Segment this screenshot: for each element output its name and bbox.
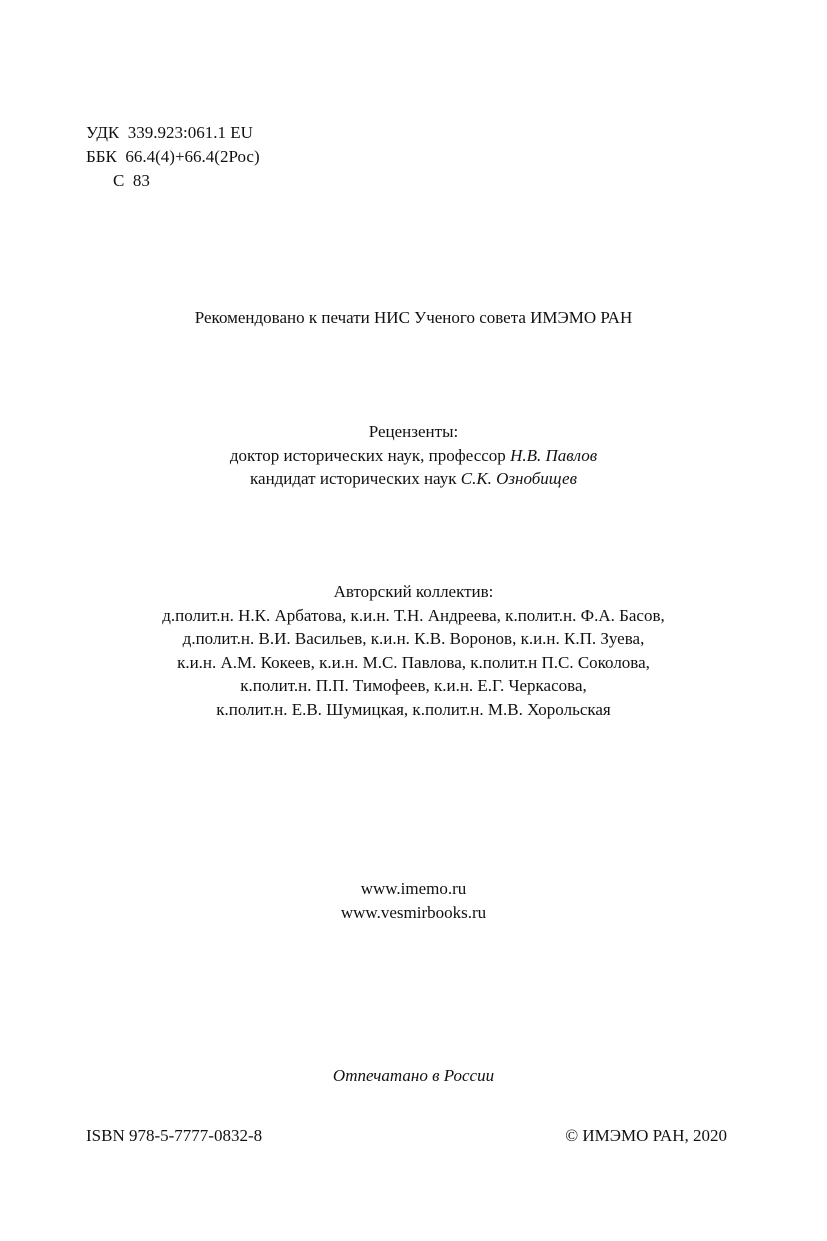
authors-line-3: к.и.н. А.М. Кокеев, к.и.н. М.С. Павлова, к.полит.н П.С. Соколова, bbox=[177, 652, 650, 672]
isbn-text: ISBN 978-5-7777-0832-8 bbox=[86, 1126, 263, 1145]
bbk-value: 66.4(4)+66.4(2Рос) bbox=[125, 147, 260, 166]
author-mark-row bbox=[86, 169, 260, 193]
reviewers-heading: Рецензенты: bbox=[368, 422, 459, 441]
udk-row bbox=[86, 121, 260, 145]
authors-line-1: д.полит.н. Н.К. Арбатова, к.и.н. Т.Н. Андреева, к.полит.н. Ф.А. Басов, bbox=[162, 605, 665, 625]
authors-block bbox=[0, 580, 827, 721]
bbk-row bbox=[86, 145, 260, 169]
author-mark-value: 83 bbox=[132, 171, 150, 190]
reviewer-2-name: С.К. Ознобищев bbox=[460, 469, 577, 488]
recommendation-text: Рекомендовано к печати НИС Ученого совета ИМЭМО РАН bbox=[194, 308, 633, 327]
udk-value: 339.923:061.1 EU bbox=[127, 123, 253, 142]
reviewer-1-title: доктор исторических наук, профессор bbox=[229, 445, 506, 465]
udk-label: УДК bbox=[86, 123, 120, 142]
copyright-text: © ИМЭМО РАН, 2020 bbox=[565, 1126, 727, 1145]
authors-line-4: к.полит.н. П.П. Тимофеев, к.и.н. Е.Г. Черкасова, bbox=[240, 676, 587, 695]
reviewers-block bbox=[0, 420, 827, 491]
authors-line-2: д.полит.н. В.И. Васильев, к.и.н. К.В. Воронов, к.и.н. К.П. Зуева, bbox=[182, 629, 645, 648]
reviewer-1-name: Н.В. Павлов bbox=[510, 445, 598, 465]
reviewer-2-title: кандидат исторических наук bbox=[250, 469, 457, 488]
reviewer-1 bbox=[0, 444, 827, 468]
classification-block bbox=[86, 121, 260, 193]
printed-in-text: Отпечатано в России bbox=[332, 1066, 495, 1085]
website-vesmirbooks: www.vesmirbooks.ru bbox=[340, 903, 487, 922]
website-imemo: www.imemo.ru bbox=[360, 879, 467, 898]
websites-block bbox=[0, 877, 827, 925]
authors-heading: Авторский коллектив: bbox=[333, 582, 494, 601]
reviewer-2 bbox=[0, 467, 827, 491]
author-mark-label: С bbox=[113, 171, 125, 190]
authors-line-5: к.полит.н. Е.В. Шумицкая, к.полит.н. М.В. Хорольская bbox=[216, 699, 611, 719]
bbk-label: ББК bbox=[86, 147, 117, 166]
